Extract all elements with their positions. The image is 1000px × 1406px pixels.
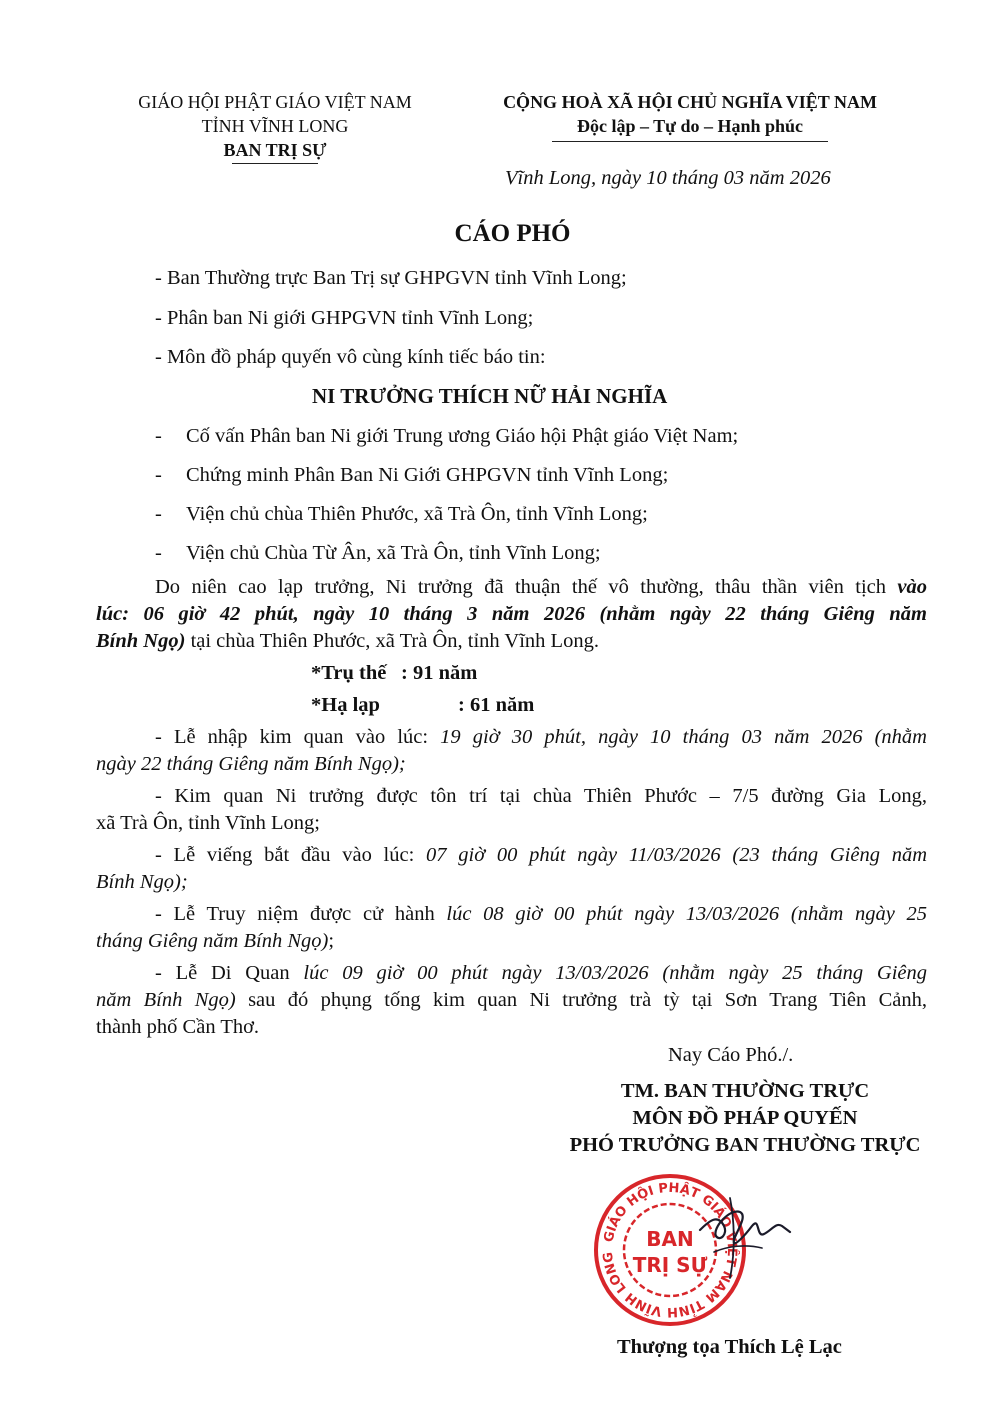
handwritten-signature (690, 1168, 800, 1298)
tru-the-value: : 91 năm (401, 662, 478, 684)
recipient-line: - Ban Thường trực Ban Trị sự GHPGVN tỉnh Vĩnh Long; (155, 267, 627, 289)
ha-lap-value: : 61 năm (458, 694, 535, 716)
document-title: CÁO PHÓ (454, 220, 571, 247)
org-name: GIÁO HỘI PHẬT GIÁO VIỆT NAM (138, 92, 412, 112)
schedule-diquan-lunar: năm Bính Ngọ) (96, 989, 236, 1011)
province-name: TỈNH VĨNH LONG (201, 116, 349, 136)
header-left (110, 90, 440, 162)
signature-block (520, 1078, 970, 1159)
schedule-truyniem-label: - Lễ Truy niệm được cử hành (155, 903, 447, 925)
schedule-diquan-label: - Lễ Di Quan (155, 962, 304, 984)
signature-title-3: PHÓ TRƯỞNG BAN THƯỜNG TRỰC (569, 1134, 921, 1156)
position-dash: - (155, 464, 162, 486)
schedule-vieng-lunar: Bính Ngọ); (96, 871, 188, 893)
seal-center-text-1: BAN (646, 1227, 694, 1251)
schedule-tontri-line-2: xã Trà Ôn, tỉnh Vĩnh Long; (96, 812, 320, 834)
schedule-truyniem-line-1 (155, 901, 927, 928)
announcement-intro: Do niên cao lạp trưởng, Ni trưởng đã thuận thế vô thường, thâu thần viên tịch (155, 576, 898, 598)
nation-name: CỘNG HOÀ XÃ HỘI CHỦ NGHĨA VIỆT NAM (503, 92, 877, 112)
schedule-vieng-label: - Lễ viếng bắt đầu vào lúc: (155, 844, 427, 866)
recipient-line: - Phân ban Ni giới GHPGVN tỉnh Vĩnh Long; (155, 307, 534, 329)
schedule-nhap-label: - Lễ nhập kim quan vào lúc: (155, 726, 441, 748)
schedule-diquan-time: lúc 09 giờ 00 phút ngày 13/03/2026 (nhằm ngày 25 tháng Giêng (303, 962, 927, 984)
schedule-vieng-line-1 (155, 842, 927, 869)
header-left-underline (232, 163, 318, 164)
schedule-vieng-time: 07 giờ 00 phút ngày 11/03/2026 (23 tháng Giêng năm (426, 844, 927, 866)
schedule-diquan-line-3: thành phố Cần Thơ. (96, 1016, 260, 1038)
position-item: Cố vấn Phân ban Ni giới Trung ương Giáo hội Phật giáo Việt Nam; (186, 425, 739, 447)
announcement-time: lúc: 06 giờ 42 phút, ngày 10 tháng 3 năm 2026 (nhằm ngày 22 tháng Giêng năm (96, 603, 927, 625)
announcement-line-3 (96, 628, 599, 655)
announcement-place: tại chùa Thiên Phước, xã Trà Ôn, tỉnh Vĩnh Long. (185, 630, 599, 652)
national-motto: Độc lập – Tự do – Hạnh phúc (576, 116, 804, 136)
schedule-truyniem-lunar: tháng Giêng năm Bính Ngọ) (96, 930, 329, 952)
announcement-line-1 (155, 574, 927, 601)
schedule-truyniem-tail: ; (328, 930, 335, 952)
ha-lap-label: *Hạ lạp (311, 694, 380, 716)
schedule-diquan-tail: sau đó phụng tống kim quan Ni trưởng trà tỳ tại Sơn Trang Tiên Cảnh, (235, 989, 928, 1011)
tru-the-label: *Trụ thế (311, 662, 387, 684)
signature-title-1: TM. BAN THƯỜNG TRỰC (620, 1080, 870, 1102)
seal-ring-text: GIÁO HỘI PHẬT GIÁO VIỆT NAM TỈNH VĨNH LONG (600, 1180, 740, 1320)
schedule-truyniem-line-2 (96, 928, 334, 955)
date-line: Vĩnh Long, ngày 10 tháng 03 năm 2026 (505, 167, 831, 189)
schedule-diquan-line-1 (155, 960, 927, 987)
position-dash: - (155, 542, 162, 564)
schedule-nhap-line-1 (155, 724, 927, 751)
deceased-name: NI TRƯỞNG THÍCH NỮ HẢI NGHĨA (312, 384, 668, 408)
signer-name: Thượng tọa Thích Lệ Lạc (617, 1336, 842, 1358)
schedule-nhap-lunar: ngày 22 tháng Giêng năm Bính Ngọ); (96, 753, 406, 775)
announcement-time-start: vào (897, 576, 927, 598)
position-item: Viện chủ Chùa Từ Ân, xã Trà Ôn, tỉnh Vĩnh Long; (186, 542, 601, 564)
closing-line: Nay Cáo Phó./. (668, 1044, 794, 1066)
header-right-underline (552, 141, 828, 142)
position-item: Viện chủ chùa Thiên Phước, xã Trà Ôn, tỉnh Vĩnh Long; (186, 503, 648, 525)
header-right (470, 90, 910, 138)
schedule-nhap-time: 19 giờ 30 phút, ngày 10 tháng 03 năm 2026 (nhằm (440, 726, 927, 748)
schedule-tontri-line-1: - Kim quan Ni trưởng được tôn trí tại chùa Thiên Phước – 7/5 đường Gia Long, (155, 785, 927, 807)
seal-center-text-2: TRỊ SỰ (632, 1253, 708, 1277)
announcement-lunar-year: Bính Ngọ) (96, 630, 186, 652)
department-name: BAN TRỊ SỰ (223, 140, 327, 160)
signature-title-2: MÔN ĐỒ PHÁP QUYẾN (632, 1107, 858, 1129)
position-item: Chứng minh Phân Ban Ni Giới GHPGVN tỉnh Vĩnh Long; (186, 464, 669, 486)
position-dash: - (155, 503, 162, 525)
position-dash: - (155, 425, 162, 447)
schedule-diquan-line-2 (96, 987, 927, 1014)
schedule-truyniem-time: lúc 08 giờ 00 phút ngày 13/03/2026 (nhằm ngày 25 (446, 903, 927, 925)
recipient-line: - Môn đồ pháp quyến vô cùng kính tiếc báo tin: (155, 346, 546, 368)
